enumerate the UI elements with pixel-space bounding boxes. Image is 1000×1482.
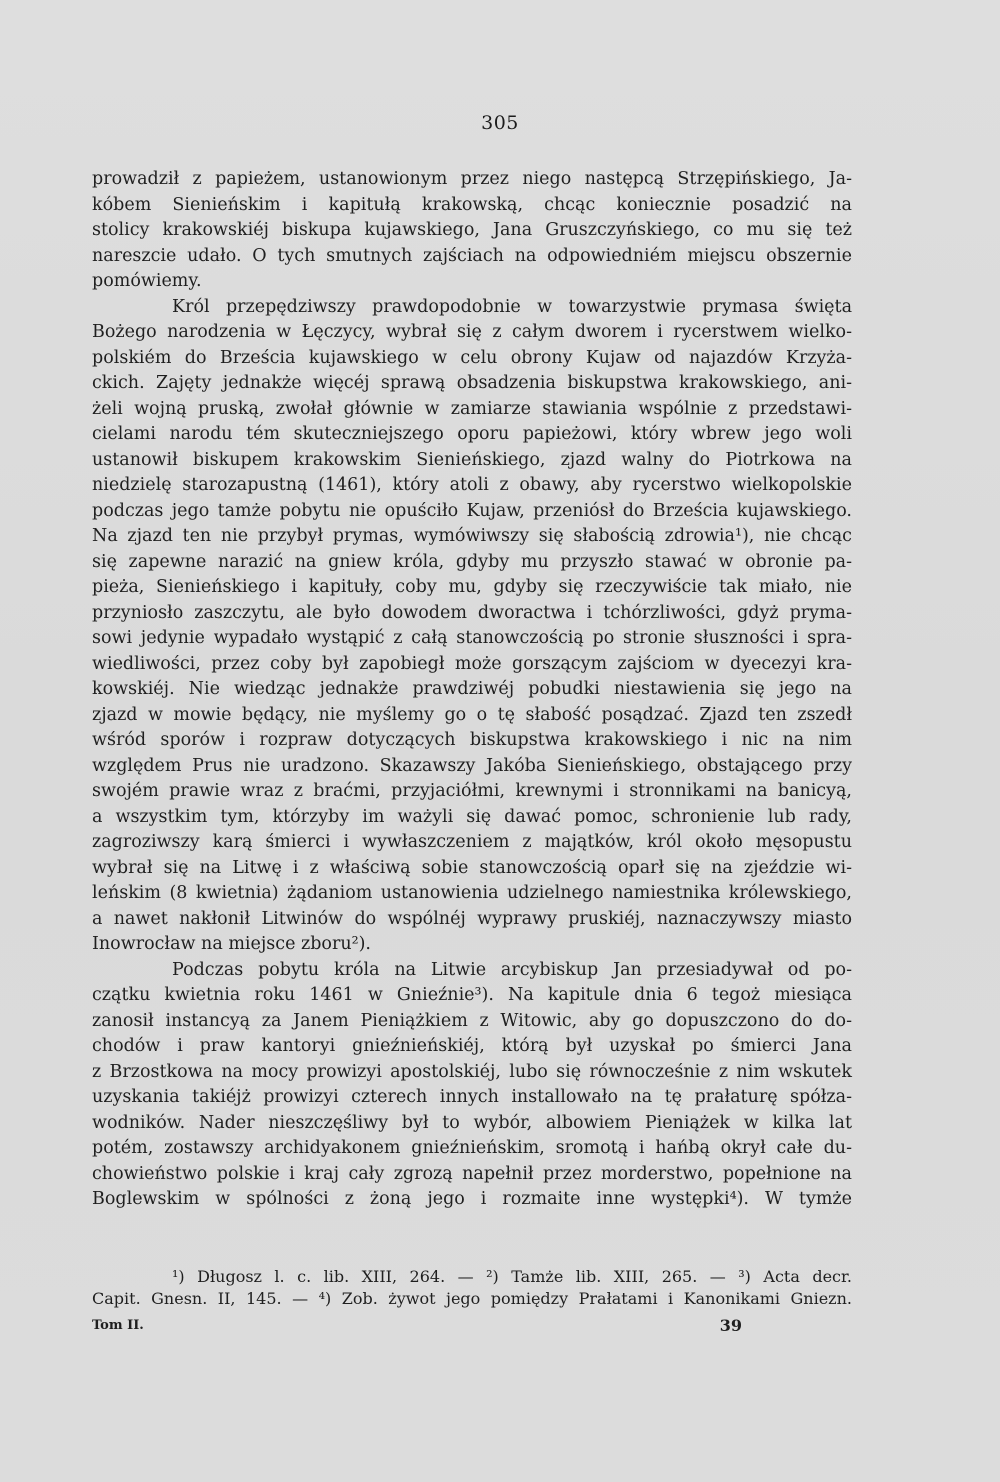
- text-line: Inowrocław na miejsce zboru²).: [92, 934, 371, 954]
- text-line: zanosił instancyą za Janem Pieniążkiem z Witowic, aby go dopuszczono do do-: [92, 1010, 852, 1031]
- signature-row: [92, 1318, 852, 1340]
- sheet-signature: 39: [719, 1316, 742, 1335]
- text-line: kóbem Sienieńskim i kapitułą krakowską, chcąc koniecznie posadzić na: [92, 194, 852, 215]
- text-line: polskiém do Brześcia kujawskiego w celu obrony Kujaw od najazdów Krzyża-: [92, 347, 852, 368]
- text-line: nareszcie udało. O tych smutnych zajściach na odpowiedniém miejscu obszernie: [92, 245, 852, 266]
- text-line: ustanowił biskupem krakowskim Sienieńskiego, zjazd walny do Piotrkowa na: [92, 449, 852, 470]
- text-line: prowadził z papieżem, ustanowionym przez niego następcą Strzępińskiego, Ja-: [92, 169, 852, 189]
- text-line: zagroziwszy karą śmierci i wywłaszczeniem z majątków, król około męsopustu: [92, 832, 852, 852]
- text-line: swojém prawie wraz z braćmi, przyjaciółmi, krewnymi i stronnikami na banicyą,: [92, 781, 852, 801]
- text-line: względem Prus nie uradzono. Skazawszy Jakóba Sienieńskiego, obstającego przy: [92, 755, 852, 776]
- text-line: ckich. Zajęty jednakże więcéj sprawą obsadzenia biskupstwa krakowskiego, ani-: [92, 373, 852, 393]
- text-line: pieża, Sienieńskiego i kapituły, coby mu, gdyby się rzeczywiście tak miało, nie: [92, 577, 852, 597]
- text-line: podczas jego tamże pobytu nie opuściło Kujaw, przeniósł do Brześcia kujawskiego.: [92, 500, 852, 521]
- text-line: niedzielę starozapustną (1461), który atoli z obawy, aby rycerstwo wielkopolskie: [92, 475, 852, 495]
- text-line: czątku kwietnia roku 1461 w Gnieźnie³). Na kapitule dnia 6 tegoż miesiąca: [92, 985, 852, 1005]
- text-line: kowskiéj. Nie wiedząc jednakże prawdziwéj pobudki niestawienia się jego na: [92, 679, 852, 699]
- footnote-line: ¹) Długosz l. c. lib. XIII, 264. — ²) Tamże lib. XIII, 265. — ³) Acta decr.: [172, 1267, 852, 1286]
- text-line: wśród sporów i rozpraw dotyczących biskupstwa krakowskiego i nic na nim: [92, 730, 852, 750]
- text-line: pomówiemy.: [92, 271, 202, 291]
- text-line: chowieństwo polskie i kraj cały zgrozą napełnił przez morderstwo, popełnione na: [92, 1163, 852, 1184]
- text-line: wybrał się na Litwę i z właściwą sobie stanowczością oparł się na zjeździe wi-: [92, 857, 852, 878]
- text-line: Podczas pobytu króla na Litwie arcybiskup Jan przesiadywał od po-: [172, 959, 852, 980]
- text-line: potém, zostawszy archidyakonem gnieźnieńskim, sromotą i hańbą okrył całe du-: [92, 1138, 852, 1158]
- text-line: chodów i praw kantoryi gnieźnieńskiéj, którą był uzyskał po śmierci Jana: [92, 1036, 852, 1056]
- body-text: [92, 167, 852, 1213]
- text-line: Na zjazd ten nie przybył prymas, wymówiwszy się słabością zdrowia¹), nie chcąc: [92, 526, 852, 546]
- text-line: przyniosło zaszczytu, ale było dowodem dworactwa i tchórzliwości, gdyż pryma-: [92, 602, 852, 623]
- text-line: Bożego narodzenia w Łęczycy, wybrał się z całym dworem i rycerstwem wielko-: [92, 322, 852, 342]
- footnote-line: Capit. Gnesn. II, 145. — ⁴) Zob. żywot jego pomiędzy Prałatami i Kanonikami Gniezn.: [92, 1289, 852, 1308]
- text-line: z Brzostkowa na mocy prowizyi apostolskiéj, lubo się równocześnie z nim wskutek: [92, 1061, 852, 1082]
- text-line: wiedliwości, przez coby był zapobiegł może gorszącym zajściom w dyecezyi kra-: [92, 653, 852, 674]
- text-line: a wszystkim tym, którzyby im ważyli się dawać pomoc, schronienie lub rady,: [92, 806, 852, 827]
- text-line: żeli wojną pruską, zwołał głównie w zamiarze stawiania wspólnie z przedstawi-: [92, 398, 852, 419]
- text-line: uzyskania takiéjż prowizyi czterech innych installowało na tę prałaturę spółza-: [92, 1087, 852, 1107]
- text-line: Król przepędziwszy prawdopodobnie w towarzystwie prymasa święta: [172, 296, 852, 317]
- text-line: a nawet nakłonił Litwinów do wspólnéj wyprawy pruskiéj, naznaczywszy miasto: [92, 908, 852, 929]
- text-line: wodników. Nader nieszczęśliwy był to wybór, albowiem Pieniążek w kilka lat: [92, 1112, 852, 1133]
- page-number: 305: [481, 112, 519, 134]
- text-line: leńskim (8 kwietnia) żądaniom ustanowienia udzielnego namiestnika królewskiego,: [92, 883, 852, 903]
- footnotes: [92, 1266, 852, 1310]
- text-line: cielami narodu tém skuteczniejszego oporu papieżowi, który wbrew jego woli: [92, 424, 852, 444]
- text-line: zjazd w mowie będący, nie myślemy go o tę słabość posądzać. Zjazd ten zszedł: [92, 704, 852, 725]
- text-line: się zapewne narazić na gniew króla, gdyby mu przyszło stawać w obronie pa-: [92, 551, 852, 572]
- text-line: sowi jedynie wypadało wystąpić z całą stanowczością po stronie słuszności i spra-: [92, 628, 852, 648]
- text-line: stolicy krakowskiéj biskupa kujawskiego, Jana Gruszczyńskiego, co mu się też: [92, 220, 852, 240]
- volume-signature: Tom II.: [92, 1318, 144, 1333]
- text-line: Boglewskim w spólności z żoną jego i rozmaite inne występki⁴). W tymże: [92, 1189, 852, 1209]
